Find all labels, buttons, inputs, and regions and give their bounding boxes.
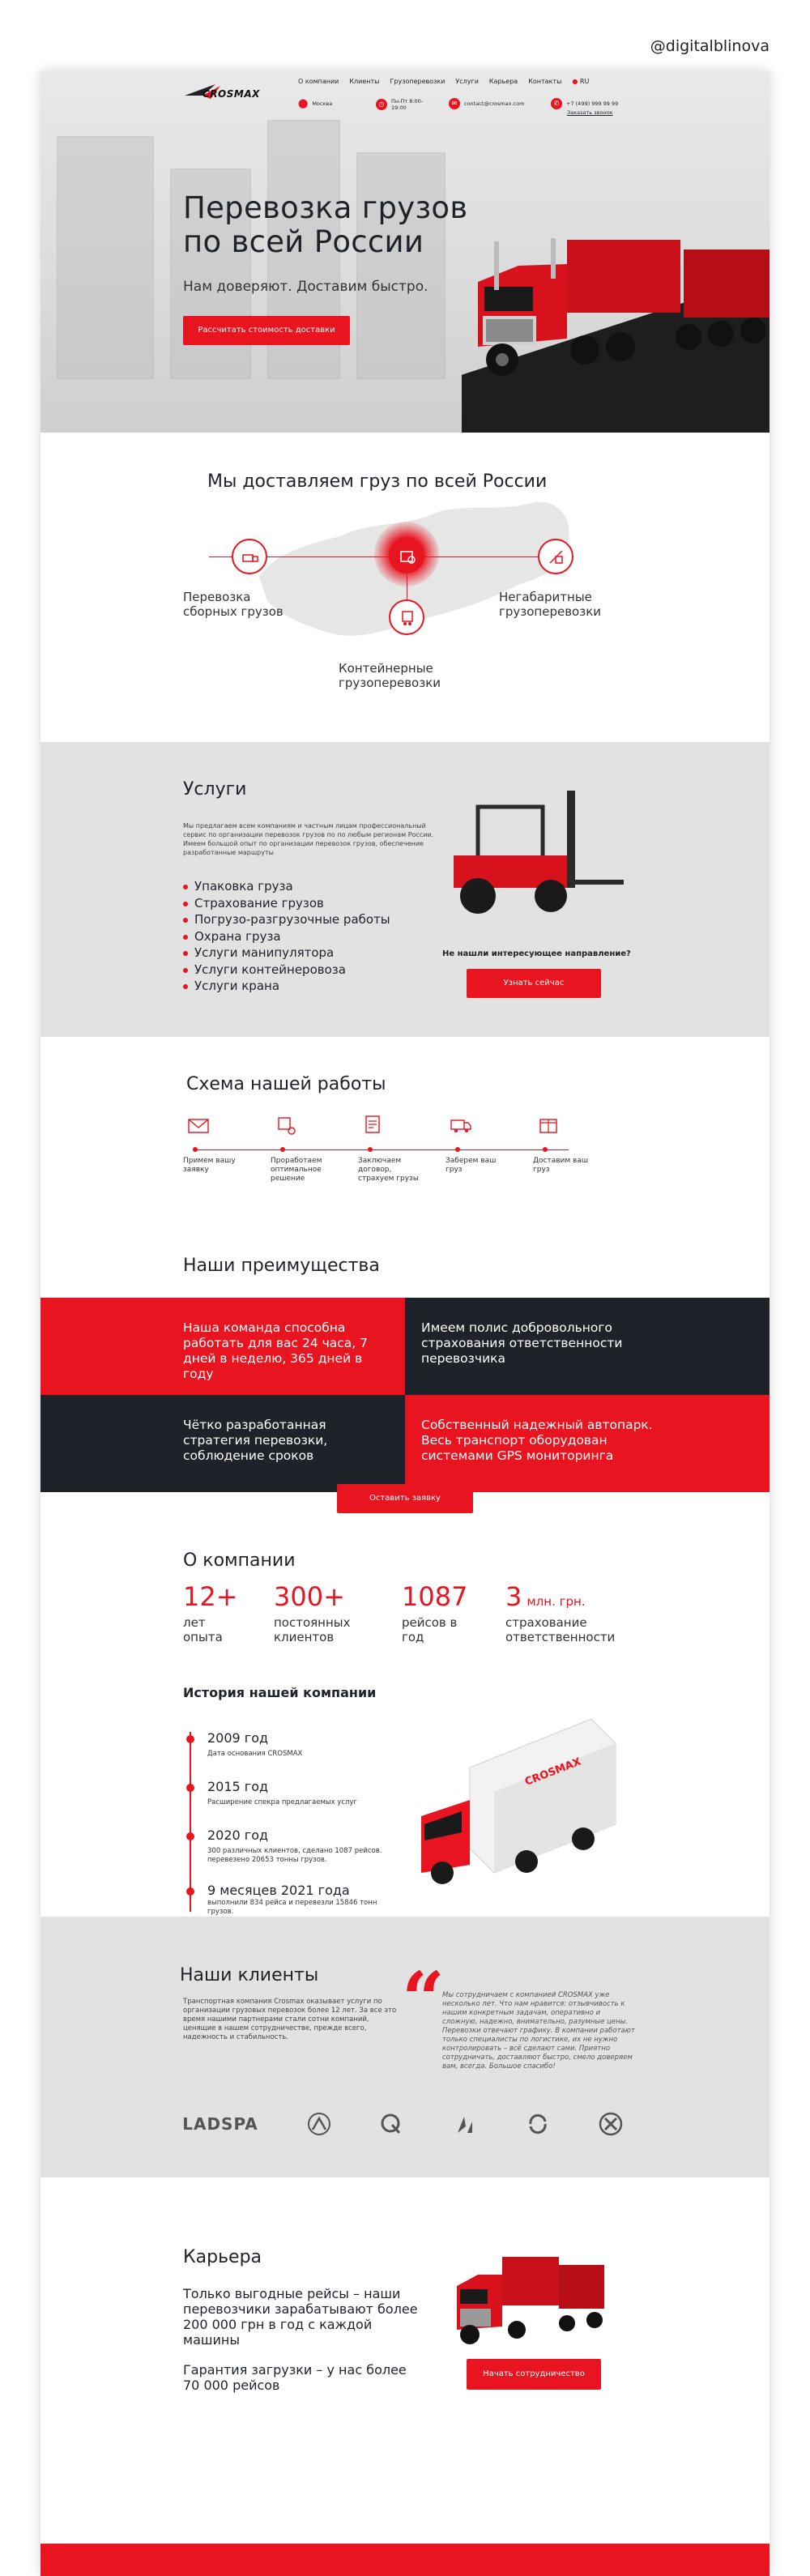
service-item: Упаковка груза — [183, 878, 390, 895]
clock-icon: ◷ — [376, 99, 387, 110]
service-item: Погрузо-разгрузочные работы — [183, 911, 390, 928]
services-section — [40, 742, 770, 1037]
hero-section — [40, 71, 770, 433]
language-switch[interactable] — [572, 78, 589, 85]
container-cargo-label — [339, 661, 441, 690]
timeline-line — [190, 1732, 191, 1912]
scheme-steps — [183, 1113, 620, 1194]
container-cargo-icon — [389, 599, 424, 635]
step-text — [358, 1157, 431, 1184]
oversized-cargo-icon — [538, 539, 573, 574]
stat-clients-label — [274, 1615, 351, 1644]
career-text-guarantee: Гарантия загрузки – у нас более 70 000 рейсов — [183, 2362, 407, 2393]
step-contract — [358, 1113, 431, 1183]
stat-value: 300+ — [274, 1581, 345, 1612]
stat-label-line: клиентов — [274, 1630, 335, 1644]
service-item: Страхование грузов — [183, 895, 390, 912]
stat-label-line: постоянных — [274, 1615, 351, 1630]
client-logo-r-icon — [377, 2109, 407, 2139]
consolidated-cargo-label-line-1: Перевозка — [183, 590, 251, 604]
phone-icon: ✆ — [551, 98, 562, 109]
oversized-cargo-label-line-1: Негабаритные — [499, 590, 592, 604]
advantage-text: Имеем полис добровольного страхования ответственности перевозчика — [421, 1320, 623, 1366]
service-item: Услуги крана — [183, 978, 390, 995]
timeline-year: 9 месяцев 2021 года — [207, 1883, 350, 1898]
step-dot — [193, 1147, 198, 1152]
client-logo-arc-icon — [305, 2109, 334, 2139]
service-item: Охрана груза — [183, 928, 390, 945]
stat-value: 3 — [505, 1581, 522, 1612]
stat-label-line: опыта — [183, 1630, 223, 1644]
step-text-line: Проработаем — [271, 1157, 322, 1165]
hours-label: Пн-Пт 8:00-19:00 — [391, 98, 424, 111]
stat-label-line: ответственности — [505, 1630, 616, 1644]
stat-value: 1087 — [402, 1581, 468, 1612]
hero-title — [183, 191, 467, 259]
step-text-line: страхуем грузы — [358, 1175, 419, 1183]
hero-truck-image — [446, 217, 770, 395]
footer-strip — [40, 2544, 770, 2576]
contact-email[interactable] — [449, 98, 524, 109]
client-logos — [183, 2109, 637, 2139]
timeline-dot — [186, 1887, 194, 1896]
delivery-van-image — [405, 1711, 624, 1897]
career-truck-image — [446, 2245, 608, 2351]
package-icon — [536, 1113, 561, 1137]
step-text — [271, 1157, 343, 1184]
watermark-handle: @digitalblinova — [650, 37, 770, 55]
oversized-cargo-label-line-2: грузоперевозки — [499, 604, 602, 619]
timeline-text: Расширение спекра предлагаемых услуг — [207, 1798, 357, 1806]
calculate-cost-button[interactable]: Рассчитать стоимость доставки — [183, 316, 350, 345]
step-dot — [543, 1147, 548, 1152]
step-text — [533, 1157, 606, 1175]
oversized-cargo-label — [499, 590, 601, 619]
step-text-line: груз — [446, 1166, 463, 1174]
advantage-text: Наша команда способна работать для вас 24 часа, 7 дней в неделю, 365 дней в году — [183, 1320, 368, 1381]
step-text-line: Доставим ваш — [533, 1157, 589, 1165]
logo-text: CROSMAX — [202, 88, 260, 100]
contact-hours — [376, 98, 424, 111]
contacts-bar — [298, 98, 638, 117]
center-box-icon — [389, 538, 424, 574]
advantages-title: Наши преимущества — [183, 1256, 380, 1276]
clients-description: Транспортная компания Crosmax оказывает услуги по организации грузовых перевозок более 12 лет. За все это время нашими партнерами стали сотни компаний, ценящие в нашем сотрудничестве, прежде всего, надежность и стабильность. — [183, 1998, 397, 2041]
stat-label-line: рейсов в — [402, 1615, 458, 1630]
stat-unit: млн. грн. — [526, 1594, 586, 1609]
contact-phone[interactable] — [551, 98, 618, 109]
nav-item-clients[interactable]: Клиенты — [349, 78, 380, 85]
email-link[interactable]: contact@crosmax.com — [464, 100, 525, 107]
contact-city — [298, 98, 332, 109]
nav-item-freight[interactable]: Грузоперевозки — [390, 78, 446, 85]
advantage-cell — [40, 1395, 405, 1492]
nav-item-services[interactable]: Услуги — [455, 78, 479, 85]
consolidated-cargo-label-line-2: сборных грузов — [183, 604, 284, 619]
advantage-cell — [405, 1395, 770, 1492]
language-label: RU — [579, 78, 590, 85]
nav-item-career[interactable]: Карьера — [488, 78, 518, 85]
leave-request-button[interactable]: Оставить заявку — [337, 1484, 473, 1513]
not-found-question: Не нашли интересующее направление? — [442, 949, 631, 958]
timeline-text: Дата основания CROSMAX — [207, 1750, 303, 1758]
timeline-dot — [186, 1735, 194, 1743]
truck-icon — [449, 1113, 473, 1137]
container-cargo-label-line-1: Контейнерные — [339, 661, 433, 676]
step-text-line: решение — [271, 1175, 305, 1183]
step-text-line: договор, — [358, 1166, 392, 1174]
client-logo-leaf-icon — [450, 2109, 480, 2139]
landing-page — [40, 71, 770, 2576]
history-title: История нашей компании — [183, 1685, 377, 1700]
step-text-line: Заключаем — [358, 1157, 402, 1165]
step-dot — [455, 1147, 460, 1152]
timeline-text: выполнили 834 рейса и перевезли 15846 тонн грузов. — [207, 1899, 377, 1916]
step-application — [183, 1113, 256, 1174]
step-solution — [271, 1113, 343, 1183]
envelope-icon — [186, 1113, 211, 1137]
services-title: Услуги — [183, 779, 247, 800]
step-delivery — [533, 1113, 606, 1174]
find-out-button[interactable]: Узнать сейчас — [467, 969, 601, 998]
step-dot — [280, 1147, 285, 1152]
delivery-section — [40, 433, 770, 742]
advantages-section — [40, 1256, 770, 1523]
scheme-section — [40, 1037, 770, 1256]
city-label: Москва — [312, 100, 333, 107]
cart-icon — [274, 1113, 298, 1137]
start-cooperation-button[interactable]: Начать сотрудничество — [467, 2359, 601, 2390]
stat-insurance-value — [505, 1581, 586, 1612]
step-text-line: Заберем ваш — [446, 1157, 497, 1165]
container-cargo-label-line-2: грузоперевозки — [339, 676, 441, 690]
timeline-year: 2009 год — [207, 1730, 269, 1746]
timeline-text: 300 различных клиентов, сделано 1087 рейсов. перевезено 20653 тонны грузов. — [207, 1847, 382, 1864]
scheme-title: Схема нашей работы — [186, 1074, 386, 1094]
services-description: Мы предлагаем всем компаниям и частным лицам профессиональный сервис по организации перевозок грузов по по любым регионам России. Имеем большой опыт по организации перевозок грузов, обеспечение разработанные маршруты — [183, 822, 434, 856]
client-testimonial: Мы сотрудничаем с компанией CROSMAX уже несколько лет. Что нам нравится: отзывчивость к нашим конкретным задачам, оперативно и сложную, надежно, внимательно, разумные цены. Перевозки отвечают графику. В компании работают только специалисты по логистике, их не нужно контролировать – всё сделают сами. Приятно сотрудничать, доставляют быстро, смело доверяем вам, всегда. Большое спасибо! — [442, 1991, 635, 2071]
step-text — [183, 1157, 256, 1175]
advantage-text: Собственный надежный автопарк. Весь транспорт оборудован системами GPS мониторинга — [421, 1418, 653, 1463]
advantage-text: Чётко разработанная стратегия перевозки, соблюдение сроков — [183, 1418, 328, 1463]
stat-trips-label — [402, 1615, 457, 1644]
step-text-line: груз — [533, 1166, 550, 1174]
stat-label-line: лет — [183, 1615, 206, 1630]
clients-title: Наши клиенты — [180, 1965, 319, 1985]
nav-item-contacts[interactable]: Контакты — [528, 78, 562, 85]
service-item: Услуги контейнеровоза — [183, 962, 390, 979]
services-list — [183, 878, 390, 995]
callback-link[interactable]: Заказать звонок — [567, 109, 613, 116]
step-pickup — [446, 1113, 518, 1174]
step-text — [446, 1157, 518, 1175]
timeline-year: 2020 год — [207, 1828, 269, 1843]
advantage-cell — [40, 1298, 405, 1395]
client-logo-cross-icon — [596, 2109, 625, 2139]
timeline-dot — [186, 1784, 194, 1792]
delivery-title: Мы доставляем груз по всей России — [207, 471, 548, 492]
mail-icon: ✉ — [449, 98, 460, 109]
career-section — [40, 2177, 770, 2474]
timeline-dot — [186, 1832, 194, 1840]
step-text-line: Примем вашу — [183, 1157, 236, 1165]
clients-section — [40, 1917, 770, 2177]
stat-clients-value — [274, 1581, 345, 1612]
main-nav — [298, 78, 589, 85]
step-text-line: оптимальное — [271, 1166, 322, 1174]
hero-title-line-2: по всей России — [183, 224, 424, 259]
client-logo-arrows-icon — [523, 2109, 552, 2139]
stat-value: 12+ — [183, 1581, 238, 1612]
flag-icon: ● — [572, 78, 578, 85]
stat-years-value — [183, 1581, 238, 1612]
van-brand-text: CROSMAX — [523, 1755, 583, 1789]
forklift-image — [446, 783, 640, 920]
phone-link[interactable]: +7 (499) 999 99 99 — [566, 100, 619, 107]
stat-label-line: страхование — [505, 1615, 587, 1630]
stat-trips-value — [402, 1581, 467, 1612]
stat-insurance-label — [505, 1615, 615, 1644]
client-logo-ladspa: LADSPA — [182, 2114, 258, 2134]
quote-icon: “ — [402, 1955, 445, 2043]
location-pin-icon: ⬤ — [298, 98, 309, 109]
advantage-cell — [405, 1298, 770, 1395]
steps-line — [196, 1149, 569, 1150]
hero-subtitle: Нам доверяют. Доставим быстро. — [183, 279, 428, 295]
about-section — [40, 1523, 770, 1917]
stat-years-label — [183, 1615, 223, 1644]
step-text-line: заявку — [183, 1166, 209, 1174]
step-dot — [368, 1147, 373, 1152]
document-icon — [361, 1113, 386, 1137]
consolidated-cargo-icon — [232, 539, 267, 574]
consolidated-cargo-label — [183, 590, 284, 619]
hero-title-line-1: Перевозка грузов — [183, 190, 468, 225]
timeline-year: 2015 год — [207, 1779, 269, 1794]
career-text-earnings: Только выгодные рейсы – наши перевозчики зарабатывают более 200 000 грн в год с каждой машины — [183, 2286, 418, 2348]
about-title: О компании — [183, 1550, 296, 1571]
service-item: Услуги манипулятора — [183, 945, 390, 962]
nav-item-about[interactable]: О компании — [298, 78, 339, 85]
stat-label-line: год — [402, 1630, 424, 1644]
career-title: Карьера — [183, 2247, 262, 2267]
